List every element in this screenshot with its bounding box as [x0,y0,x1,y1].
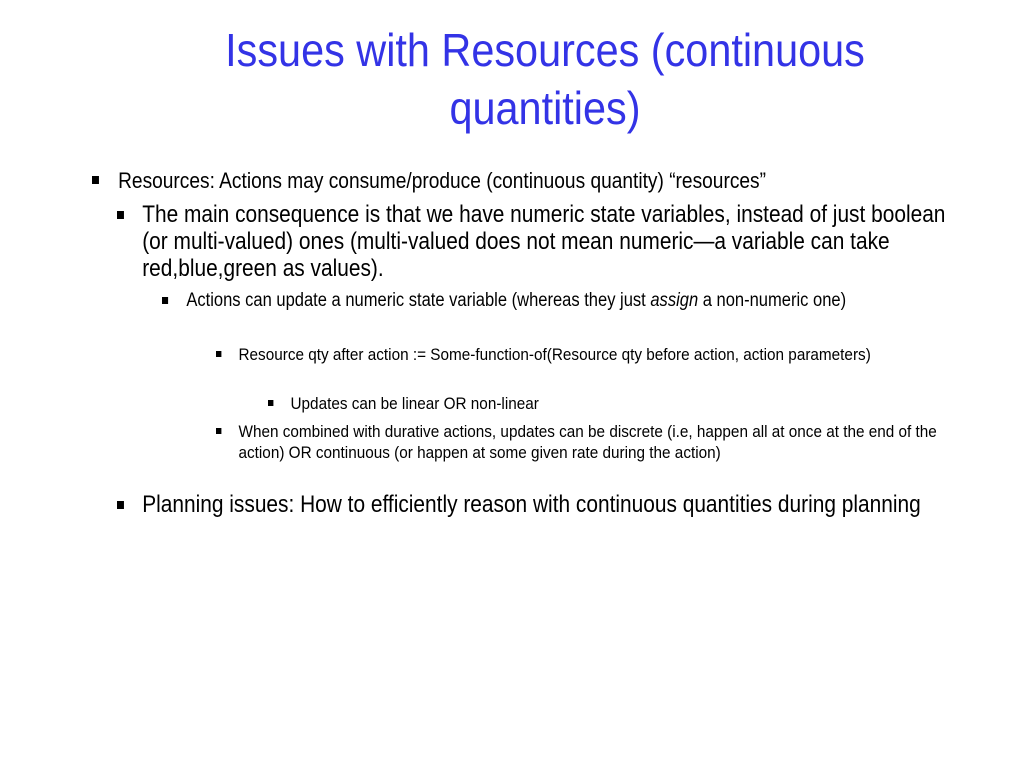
bullet-text: The main consequence is that we have numeric state variables, instead of just boolean (or multi-valued) ones (multi-valued does not mean numeric—a variable can take red,blue,green as values). [142,201,946,282]
square-bullet-icon [268,400,273,406]
bullet-text: Resource qty after action := Some-function-of(Resource qty before action, action parameters) [238,345,871,364]
slide-title [190,22,901,137]
slide-title-line-2: quantities) [449,81,641,134]
bullet-level-2 [117,491,948,518]
square-bullet-icon [117,501,124,509]
bullet-text: Planning issues: How to efficiently reason with continuous quantities during planning [142,491,921,518]
square-bullet-icon [117,211,124,219]
square-bullet-icon [216,428,221,434]
bullet-text [186,289,919,313]
bullet-text-after: a non-numeric one) [698,290,847,311]
square-bullet-icon [92,176,99,184]
bullet-level-3 [162,289,919,313]
bullet-text-before: Actions can update a numeric state variable (whereas they just [186,290,651,311]
bullet-text-emphasis: assign [650,290,699,311]
square-bullet-icon [216,351,221,357]
bullet-text: Resources: Actions may consume/produce (continuous quantity) “resources” [118,168,766,193]
bullet-level-1 [92,167,919,194]
bullet-level-5 [268,393,898,414]
square-bullet-icon [162,297,168,304]
slide-title-line-1: Issues with Resources (continuous [225,24,865,76]
bullet-level-2 [117,201,948,282]
bullet-level-4 [216,421,957,463]
bullet-text: When combined with durative actions, updates can be discrete (i.e, happen all at once at the end of the action) OR continuous (or happen at some given rate during the action) [238,422,937,462]
bullet-level-4 [216,344,957,365]
bullet-text: Updates can be linear OR non-linear [290,394,539,413]
